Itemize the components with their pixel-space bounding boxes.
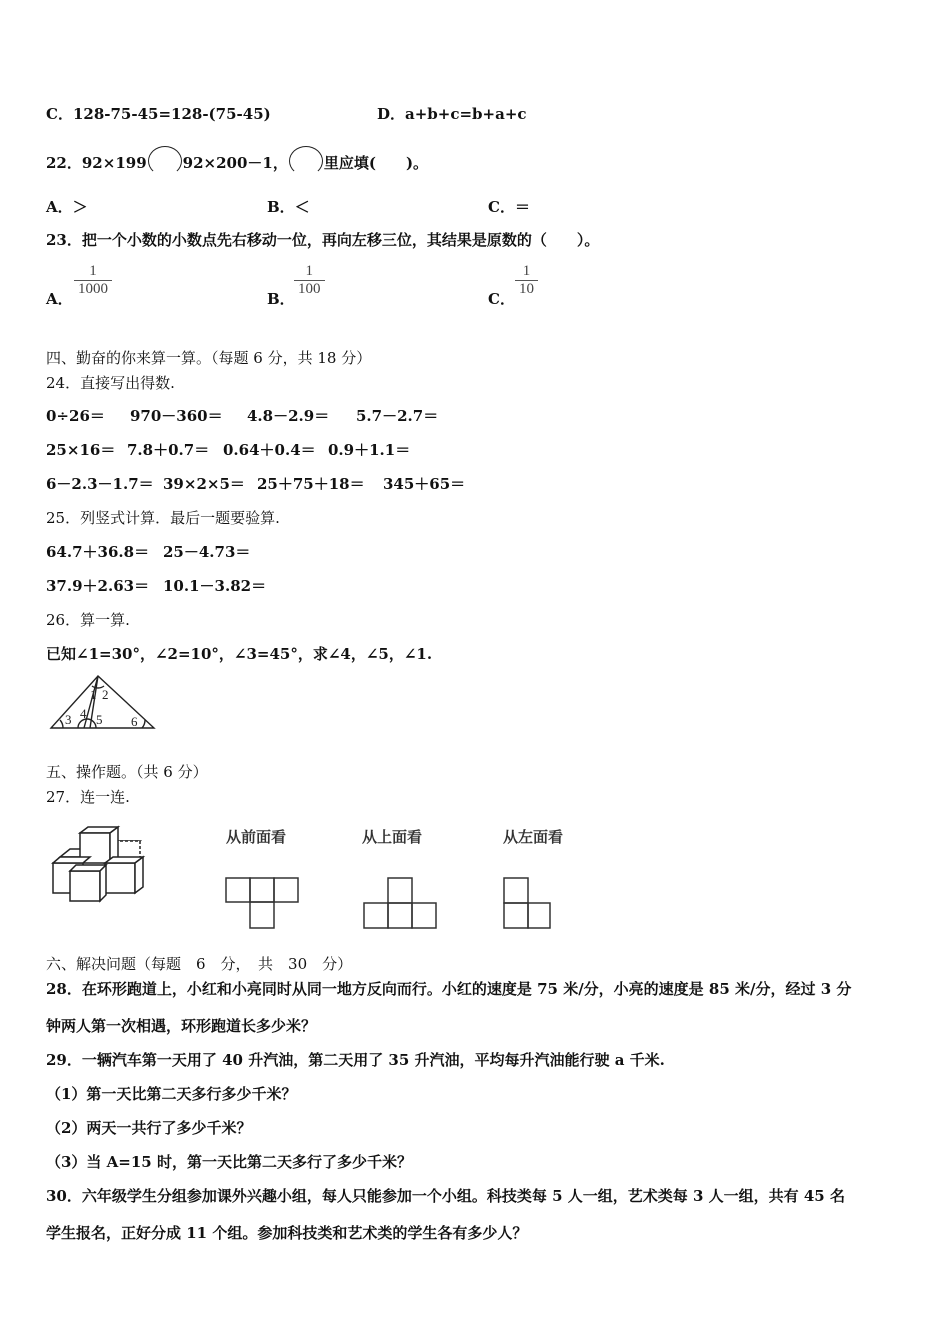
q29-stem: 29．一辆汽车第一天用了 40 升汽油，第二天用了 35 升汽油，平均每升汽油能行驶 a 千米. — [46, 1051, 665, 1069]
angle-3-arc — [60, 720, 63, 728]
angle-label-1: 1 — [90, 687, 97, 702]
front-view-grid — [224, 876, 300, 930]
q21-option-d: D．a+b+c=b+a+c — [377, 105, 527, 123]
q26-given: 已知∠1=30°，∠2=10°，∠3=45°，求∠4，∠5，∠1. — [46, 645, 433, 663]
view-left-label: 从左面看 — [503, 829, 564, 846]
q22-option-a: A．＞ — [46, 198, 88, 216]
grid-square — [412, 903, 436, 928]
section-6-title: 六、解决问题（每题 6 分， 共 30 分） — [46, 955, 353, 973]
left-view-grid — [502, 876, 554, 930]
q24-r3-c3: 25＋75＋18＝ — [257, 475, 365, 493]
fraction-numerator: 1 — [305, 263, 313, 279]
q27-stem: 27．连一连. — [46, 788, 130, 806]
blank-circle-icon — [148, 146, 182, 176]
q24-r2-c2: 7.8＋0.7＝ — [127, 441, 210, 459]
q22-stem-part1: 22．92×199 — [46, 154, 147, 172]
q24-r1-c3: 4.8－2.9＝ — [247, 407, 330, 425]
q22-option-c: C．＝ — [488, 198, 530, 216]
q23-option-c-label: C． — [488, 290, 515, 308]
q22-stem-part3: 里应填( )。 — [323, 154, 429, 172]
q25-stem: 25．列竖式计算．最后一题要验算. — [46, 509, 280, 527]
q25-r2-c2: 10.1－3.82＝ — [163, 577, 267, 595]
fraction-denominator: 10 — [515, 280, 538, 298]
triangle-angle-figure — [46, 672, 161, 734]
q21-option-c: C．128-75-45=128-(75-45) — [46, 105, 271, 123]
q30-line1: 30．六年级学生分组参加课外兴趣小组，每人只能参加一个小组。科技类每 5 人一组，艺术类每 3 人一组，共有 45 名 — [46, 1187, 845, 1205]
top-view-grid — [362, 876, 440, 930]
grid-square — [250, 878, 274, 902]
grid-square — [388, 878, 412, 903]
cube-side-face — [100, 865, 106, 901]
q23-option-a-label: A． — [46, 290, 73, 308]
grid-square — [364, 903, 388, 928]
q24-r2-c4: 0.9＋1.1＝ — [328, 441, 411, 459]
section-4-title: 四、勤奋的你来算一算。（每题 6 分，共 18 分） — [46, 349, 372, 367]
view-top-label: 从上面看 — [362, 829, 423, 846]
q23-option-b-fraction — [294, 263, 325, 298]
cube-side-face — [135, 857, 143, 893]
section-5-title: 五、操作题。（共 6 分） — [46, 763, 208, 781]
grid-square — [226, 878, 250, 902]
q24-r1-c1: 0÷26＝ — [46, 407, 105, 425]
q23-stem: 23．把一个小数的小数点先右移动一位，再向左移三位，其结果是原数的（ ）。 — [46, 231, 600, 249]
blank-circle-icon — [289, 146, 323, 176]
angle-label-3: 3 — [65, 712, 72, 727]
q24-r3-c4: 345＋65＝ — [383, 475, 466, 493]
grid-square — [250, 902, 274, 928]
q23-option-c-fraction — [515, 263, 538, 298]
angle-label-6: 6 — [131, 714, 138, 729]
q28-line2: 钟两人第一次相遇，环形跑道长多少米？ — [46, 1017, 317, 1035]
cube-top-face — [53, 857, 90, 863]
q22-option-b: B．＜ — [267, 198, 310, 216]
q25-r1-c1: 64.7＋36.8＝ — [46, 543, 150, 561]
angle-label-2: 2 — [102, 687, 109, 702]
q29-part1: （1）第一天比第二天多行多少千米？ — [46, 1085, 297, 1103]
q25-r1-c2: 25－4.73＝ — [163, 543, 251, 561]
fraction-numerator: 1 — [522, 263, 531, 279]
cube-front-face — [105, 863, 135, 893]
q23-option-a-fraction — [74, 263, 112, 298]
grid-square — [528, 903, 550, 928]
fraction-denominator: 1000 — [74, 280, 112, 298]
angle-label-5: 5 — [96, 712, 103, 727]
cube-front-face — [70, 871, 100, 901]
angle-6-arc — [142, 720, 145, 728]
q22-stem-part2: 92×200－1， — [182, 154, 288, 172]
q24-r1-c4: 5.7－2.7＝ — [356, 407, 439, 425]
grid-square — [504, 878, 528, 903]
q28-line1: 28．在环形跑道上，小红和小亮同时从同一地方反向而行。小红的速度是 75 米/分，小亮的速度是 85 米/分，经过 3 分 — [46, 980, 852, 998]
q29-part2: （2）两天一共行了多少千米？ — [46, 1119, 252, 1137]
fraction-numerator: 1 — [89, 263, 97, 279]
q25-r2-c1: 37.9＋2.63＝ — [46, 577, 150, 595]
q22-stem — [46, 146, 428, 176]
cube-stack-figure — [48, 825, 153, 905]
q24-r2-c3: 0.64＋0.4＝ — [223, 441, 316, 459]
fraction-denominator: 100 — [294, 280, 325, 298]
q29-part3: （3）当 A=15 时，第一天比第二天多行了多少千米？ — [46, 1153, 412, 1171]
q26-stem: 26．算一算. — [46, 611, 130, 629]
q24-stem: 24．直接写出得数. — [46, 374, 175, 392]
grid-square — [504, 903, 528, 928]
grid-square — [388, 903, 412, 928]
q24-r3-c2: 39×2×5＝ — [163, 475, 245, 493]
q24-r1-c2: 970－360＝ — [130, 407, 223, 425]
angle-label-4: 4 — [80, 706, 87, 721]
q24-r2-c1: 25×16＝ — [46, 441, 116, 459]
q24-r3-c1: 6－2.3－1.7＝ — [46, 475, 154, 493]
grid-square — [274, 878, 298, 902]
q23-option-b-label: B． — [267, 290, 295, 308]
q30-line2: 学生报名，正好分成 11 个组。参加科技类和艺术类的学生各有多少人？ — [46, 1224, 528, 1242]
view-front-label: 从前面看 — [226, 829, 287, 846]
